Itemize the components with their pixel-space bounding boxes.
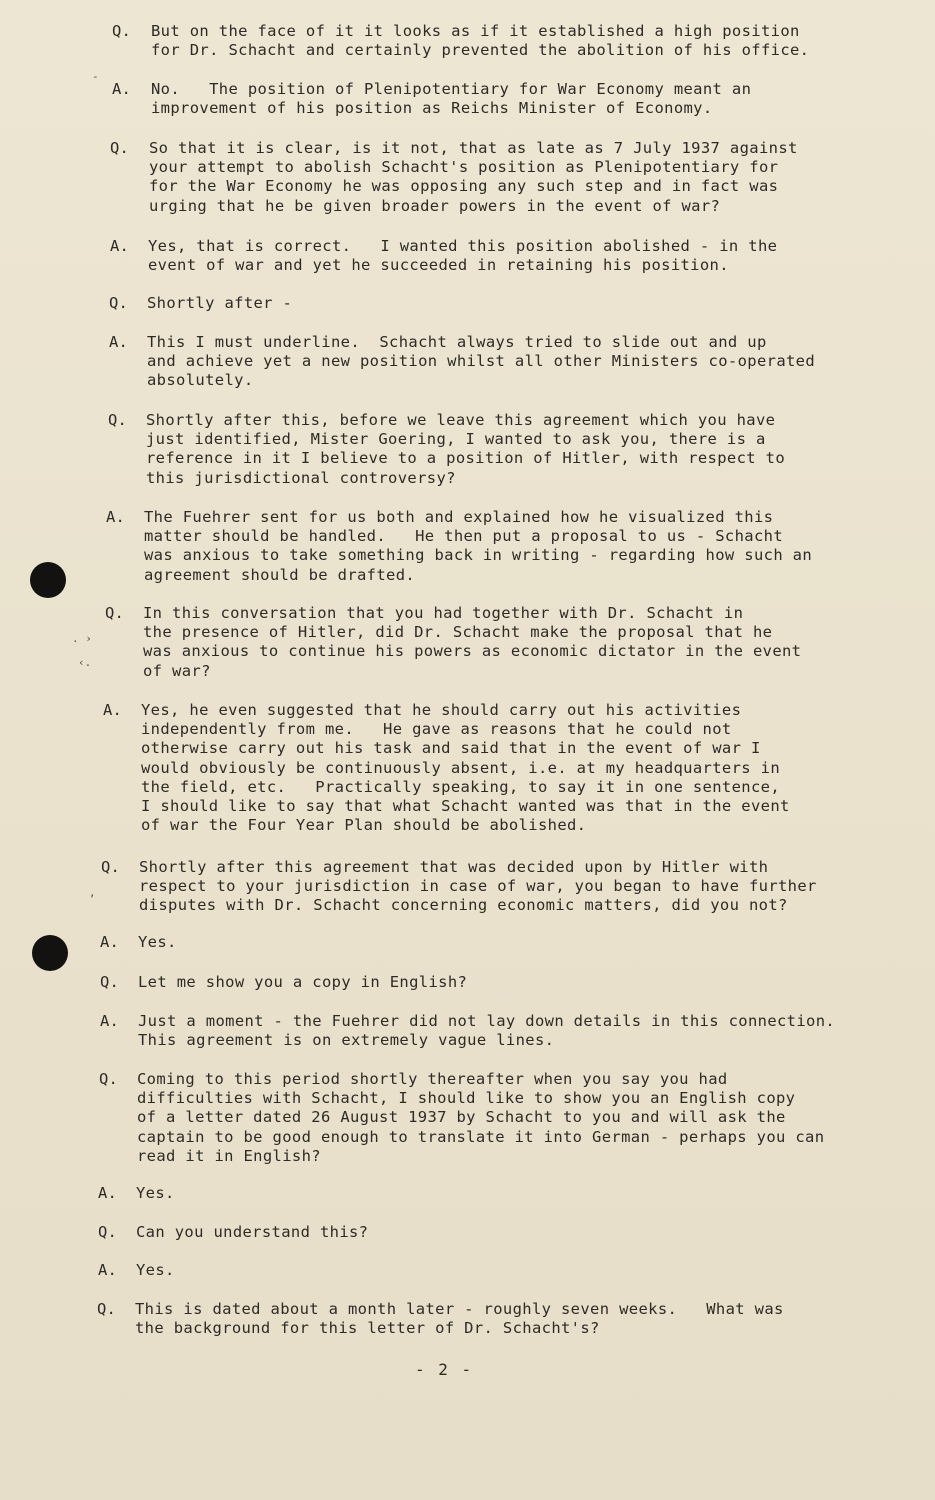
margin-mark: . › — [72, 632, 92, 645]
block-text: In this conversation that you had together with Dr. Schacht in the presence of Hitler, did Dr. Schacht make the proposal that he was anxious to continue his powers as economic dictator in the event of war? — [143, 604, 802, 680]
block-text: Shortly after this agreement that was decided upon by Hitler with respect to your jurisdiction in case of war, you began to have further disputes with Dr. Schacht concerning economic matters, did you not? — [139, 858, 817, 915]
margin-mark: - — [92, 70, 99, 83]
speaker-label: Q. — [98, 1223, 118, 1241]
speaker-label: Q. — [112, 22, 132, 40]
speaker-label: A. — [103, 701, 123, 719]
block-text: This I must underline. Schacht always tried to slide out and up and achieve yet a new position whilst all other Ministers co-operated absolutely. — [147, 333, 816, 390]
block-text: This is dated about a month later - roughly seven weeks. What was the background for this letter of Dr. Schacht's? — [135, 1300, 784, 1338]
block-text: So that it is clear, is it not, that as late as 7 July 1937 against your attempt to abolish Schacht's position as Plenipotentiary for for the War Economy he was opposing any such step and in fact was urging that he be given broader powers in the event of war? — [149, 139, 798, 215]
block-text: Can you understand this? — [136, 1223, 369, 1241]
block-text: Shortly after - — [147, 294, 293, 312]
block-text: Yes, he even suggested that he should carry out his activities independently from me. He gave as reasons that he could not otherwise carry out his task and said that in the event of war I would obviously be continuously absent, i.e. at my headquarters in the field, etc. Practically speaking, to say it in one sentence, I should like to say that what Schacht wanted was that in the event of war the Four Year Plan should be abolished. — [141, 701, 790, 835]
block-text: But on the face of it it looks as if it established a high position for Dr. Schacht and certainly prevented the abolition of his office. — [151, 22, 810, 60]
block-text: No. The position of Plenipotentiary for War Economy meant an improvement of his position as Reichs Minister of Economy. — [151, 80, 752, 118]
block-text: Coming to this period shortly thereafter when you say you had difficulties with Schacht, I should like to show you an English copy of a letter dated 26 August 1937 by Schacht to you and will ask the captain to be good enough to translate it into German - perhaps you can read it in English? — [137, 1070, 825, 1165]
speaker-label: A. — [109, 333, 129, 351]
speaker-label: A. — [110, 237, 130, 255]
speaker-label: Q. — [110, 139, 130, 157]
block-text: Yes, that is correct. I wanted this position abolished - in the event of war and yet he succeeded in retaining his position. — [148, 237, 778, 275]
page-number: - 2 - — [415, 1360, 474, 1379]
block-text: The Fuehrer sent for us both and explained how he visualized this matter should be handled. He then put a proposal to us - Schacht was anxious to take something back in writing - regarding how such an agreement should be drafted. — [144, 508, 813, 584]
speaker-label: A. — [98, 1184, 118, 1202]
block-text: Yes. — [138, 933, 177, 951]
speaker-label: A. — [112, 80, 132, 98]
block-text: Shortly after this, before we leave this agreement which you have just identified, Mister Goering, I wanted to ask you, there is a reference in it I believe to a position of Hitler, with respect to this jurisdictional controversy? — [146, 411, 785, 487]
speaker-label: Q. — [101, 858, 121, 876]
block-text: Let me show you a copy in English? — [138, 973, 468, 991]
speaker-label: A. — [100, 1012, 120, 1030]
speaker-label: A. — [98, 1261, 118, 1279]
speaker-label: Q. — [105, 604, 125, 622]
punch-hole-top — [30, 562, 66, 598]
speaker-label: A. — [106, 508, 126, 526]
punch-hole-bottom — [32, 935, 68, 971]
speaker-label: Q. — [109, 294, 129, 312]
block-text: Just a moment - the Fuehrer did not lay down details in this connection. This agreement is on extremely vague lines. — [138, 1012, 836, 1050]
speaker-label: Q. — [99, 1070, 119, 1088]
margin-mark: , — [89, 886, 96, 899]
speaker-label: Q. — [97, 1300, 117, 1318]
margin-mark: ‹. — [78, 656, 92, 669]
speaker-label: Q. — [108, 411, 128, 429]
block-text: Yes. — [136, 1184, 175, 1202]
block-text: Yes. — [136, 1261, 175, 1279]
speaker-label: A. — [100, 933, 120, 951]
speaker-label: Q. — [100, 973, 120, 991]
